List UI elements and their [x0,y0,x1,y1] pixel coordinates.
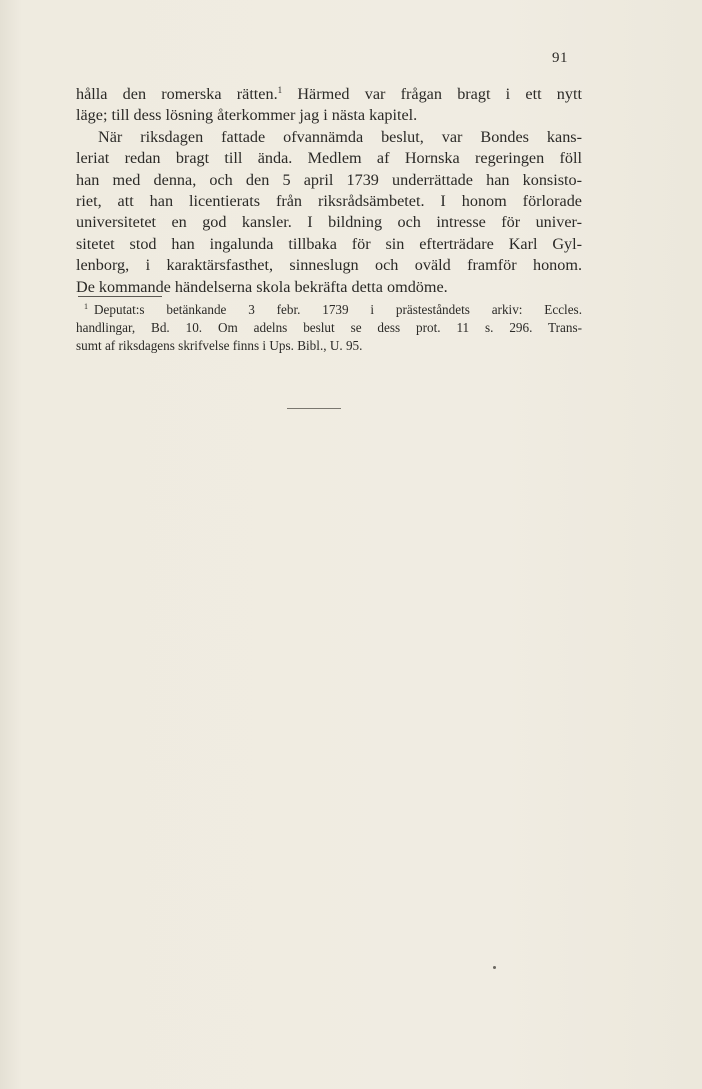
page-number: 91 [552,50,568,66]
footnotes [76,301,582,356]
footnote-line-2: handlingar, Bd. 10. Om adelns beslut se dess prot. 11 s. 296. Trans- [76,320,582,336]
end-of-chapter-rule [287,408,341,409]
paper-speck [493,966,496,969]
body-line-3: När riksdagen fattade ofvannämda beslut, var Bondes kans- [98,127,582,146]
body-line-5: han med denna, och den 5 april 1739 underrättade han konsisto- [76,170,582,189]
footnote-line-1: $^1$ Deputat:s betänkande 3 febr. 1739 i prästeståndets arkiv: Eccles. [84,302,582,317]
body-line-1: hålla den romerska rätten.$^1$ Härmed var frågan bragt i ett nytt [76,85,582,103]
body-line-2: läge; till dess lösning återkommer jag i nästa kapitel. [76,106,418,125]
footnote-separator [78,296,162,297]
footnote-line-3: sumt af riksdagens skrifvelse finns i Ups. Bibl., U. 95. [76,338,363,354]
body-line-8: sitetet stod han ingalunda tillbaka för sin efterträdare Karl Gyl- [76,234,582,253]
body-line-7: universitetet en god kansler. I bildning och intresse för univer- [76,213,582,232]
footnote-reference: 1 [277,85,283,95]
body-line-9: lenborg, i karaktärsfasthet, sinneslugn och oväld framför honom. [76,256,582,275]
footnote-mark: 1 [84,302,88,311]
body-line-10: De kommande händelserna skola bekräfta detta omdöme. [76,277,448,296]
body-line-6: riet, att han licentierats från riksrådsämbetet. I honom förlorade [76,191,582,210]
body-line-4: leriat redan bragt till ända. Medlem af Hornska regeringen föll [76,149,582,168]
body-paragraphs [76,84,582,298]
